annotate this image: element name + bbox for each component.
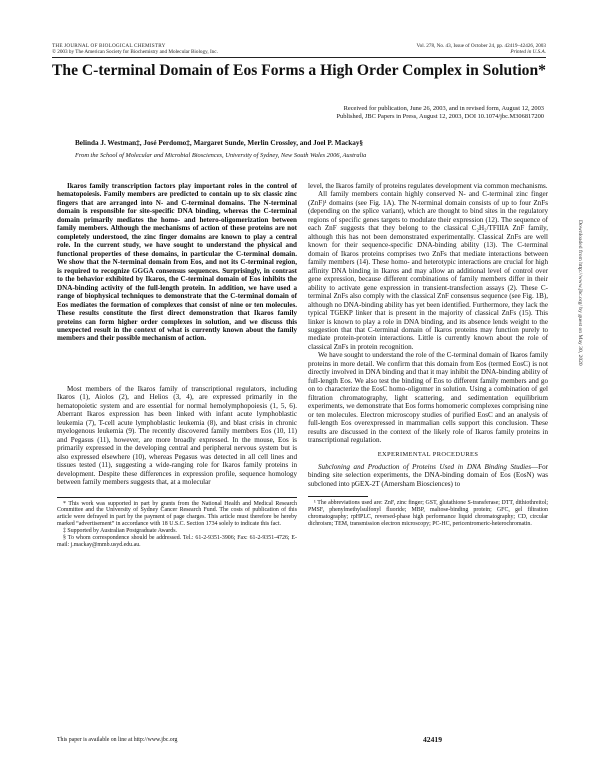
right-column (308, 182, 548, 528)
funding-footnote: * This work was supported in part by grants from the National Health and Medical Research Committee and the University of Sydney Cancer Research Fund. The costs of publication of this article were defrayed in part by the payment of page charges. This article must therefore be hereby marked “advertisement” in accordance with 18 U.S.C. Section 1734 solely to indicate this fact. (57, 500, 297, 528)
copyright-line: © 2003 by The American Society for Biochemistry and Molecular Biology, Inc. (52, 49, 218, 56)
right-paragraph-1: level, the Ikaros family of proteins regulates development via common mechanisms. (308, 182, 548, 190)
journal-header (52, 43, 218, 56)
affiliation: From the School of Molecular and Microbial Biosciences, University of Sydney, New South Wales 2006, Australia (75, 152, 367, 159)
download-side-note: Downloaded from http://www.jbc.org/ by guest on May 30, 2020 (577, 220, 583, 366)
footnotes (57, 501, 297, 549)
award-footnote: ‡ Supported by Australian Postgraduate Awards. (63, 528, 177, 535)
journal-name: THE JOURNAL OF BIOLOGICAL CHEMISTRY (52, 43, 166, 49)
author-list: Belinda J. Westman‡, José Perdomo‡, Margaret Sunde, Merlin Crossley, and Joel P. Mackay§ (75, 139, 364, 147)
volume-info: Vol. 278, No. 43, Issue of October 24, pp. 42419–42426, 2003 (416, 43, 546, 49)
header-rule (52, 57, 546, 58)
abbreviation-footnote-block (308, 500, 548, 528)
correspondence-footnote: § To whom correspondence should be addressed. Tel.: 61-2-9351-3906; Fax: 61-2-9351-4726; E-mail: j.mackay@mmb.usyd.edu.au. (57, 535, 297, 548)
volume-header (417, 43, 546, 56)
subsection-paragraph (308, 463, 548, 488)
printed-in: Printed in U.S.A. (510, 49, 546, 56)
page-number: 42419 (423, 735, 442, 744)
abbrev-rule (308, 496, 368, 497)
subsection-title: Subcloning and Production of Proteins Used in DNA Binding Studies (318, 463, 532, 471)
section-heading: EXPERIMENTAL PROCEDURES (377, 450, 479, 458)
intro-paragraph: Most members of the Ikaros family of transcriptional regulators, including Ikaros (1), Aiolos (2), and Helios (3, 4), are expressed primarily in the hematopoietic system and are essential for normal hemolymphopoiesis (1, 5, 6). Aberrant Ikaros expression has been linked with infant acute lymphoblastic leukemia (7), T-cell acute lymphoblastic leukemia (8), and blast crisis in chronic myelogenous leukemia (9). The recently discovered family members Eos (10, 11) and Pegasus (11), however, are more broadly expressed. In the mouse, Eos is primarily expressed in the developing central and peripheral nervous system but is also expressed elsewhere (10), whereas Pegasus was detected in all cell lines and tissues tested (11), suggesting a wide-ranging role for Ikaros family proteins in development. Despite these differences in expression profile, sequence homology between family members suggests that, at a molecular (57, 384, 297, 487)
publication-dates (336, 105, 544, 120)
abstract: Ikaros family transcription factors play important roles in the control of hematopoiesis. Family members are predicted to contain up to six classic zinc fingers that are arranged into N- and C-terminal domains. The N-terminal domain is responsible for site-specific DNA binding, whereas the C-terminal domain primarily mediates the homo- and hetero-oligomerization between family members. Although the mechanisms of action of these proteins are not completely understood, the zinc finger domains are known to play a central role. In the current study, we have sought to understand the physical and functional properties of these domains, in particular the C-terminal domain. We show that the N-terminal domain from Eos, and not its C-terminal region, is required to recognize GGGA consensus sequences. Surprisingly, in contrast to the behavior exhibited by Ikaros, the C-terminal domain of Eos inhibits the DNA-binding activity of the full-length protein. In addition, we have used a range of biophysical techniques to demonstrate that the C-terminal domain of Eos mediates the formation of complexes that consist of nine or ten molecules. These results constitute the first direct demonstration that Ikaros family proteins can form higher order complexes in solution, and we discuss this unexpected result in the context of what is currently known about the family members and their possible mechanism of action. (57, 182, 297, 343)
published-line: Published, JBC Papers in Press, August 12, 2003, DOI 10.1074/jbc.M306817200 (336, 112, 544, 120)
subsection-text: —For binding site selection experiments, the DNA-binding domain of Eos (EosN) was subcloned into pGEX-2T (Amersham Biosciences) to (308, 463, 548, 488)
footnote-rule (57, 497, 297, 498)
right-paragraph-2: All family members contain highly conserved N- and C-terminal zinc finger (ZnF)¹ domains (see Fig. 1A). The N-terminal domain consists of up to four ZnFs (depending on the splice variant), which are thought to bind sites in the regulatory regions of specific genes targets to modulate their expression (12). The sequence of each ZnF suggests that they belong to the classical C₂H₂/TFIIIA ZnF family, although this has not been demonstrated experimentally. Classical ZnFs are well known for their sequence-specific DNA-binding ability (13). The C-terminal domain of Ikaros proteins comprises two ZnFs that mediate interactions between family members (14). These homo- and heterotypic interactions are crucial for high affinity DNA binding in Ikaros and may allow an additional level of control over gene expression, because different combinations of family members differ in their ability to activate gene expression in transient-transfection assays (2). These C-terminal ZnFs also comply with the classical ZnF consensus sequence (see Fig. 1B), although no DNA-binding ability has yet been identified. Furthermore, they lack the typical TGEKP linker that is present in the majority of classical ZnFs (15). This linker is known to play a role in DNA binding, and its absence lends weight to the suggestion that that C-terminal domain of Ikaros proteins may function purely to mediate protein-protein interactions. Little is currently known about the role of classical ZnFs in protein recognition. (308, 190, 548, 351)
right-paragraph-3: We have sought to understand the role of the C-terminal domain of Ikaros family proteins in more detail. We confirm that this domain from Eos (termed EosC) is not directly involved in DNA binding and that it may inhibit the DNA-binding ability of full-length Eos. We also test the binding of Eos to different family members and go on to characterize the EosC homo-oligomer in solution. Using a combination of gel filtration chromatography, light scattering, and sedimentation equilibrium experiments, we demonstrate that Eos forms homomeric complexes comprising nine or ten molecules. Electron microscopy studies of purified EosC and an analysis of full-length Eos overexpressed in mammalian cells support this conclusion. These results are discussed in the context of the likely role of Ikaros family proteins in transcriptional regulation. (308, 351, 548, 445)
article-title: The C-terminal Domain of Eos Forms a High Order Complex in Solution* (52, 62, 546, 79)
abbreviation-footnote: ¹ The abbreviations used are: ZnF, zinc finger; GST, glutathione S-transferase; DTT, dithiothreitol; PMSF, phenylmethylsulfonyl fluoride; MBP, maltose-binding protein; GFC, gel filtration chromatography; rpHPLC, reversed-phase high performance liquid chromatography; CD, circular dichroism; TEM, transmission electron microscopy; PC-HC, pericentromeric-heterochromatin. (308, 500, 548, 528)
left-column (57, 182, 297, 549)
availability-note: This paper is available on line at http://www.jbc.org (57, 737, 178, 743)
received-line: Received for publication, June 26, 2003, and in revised form, August 12, 2003 (343, 105, 544, 112)
